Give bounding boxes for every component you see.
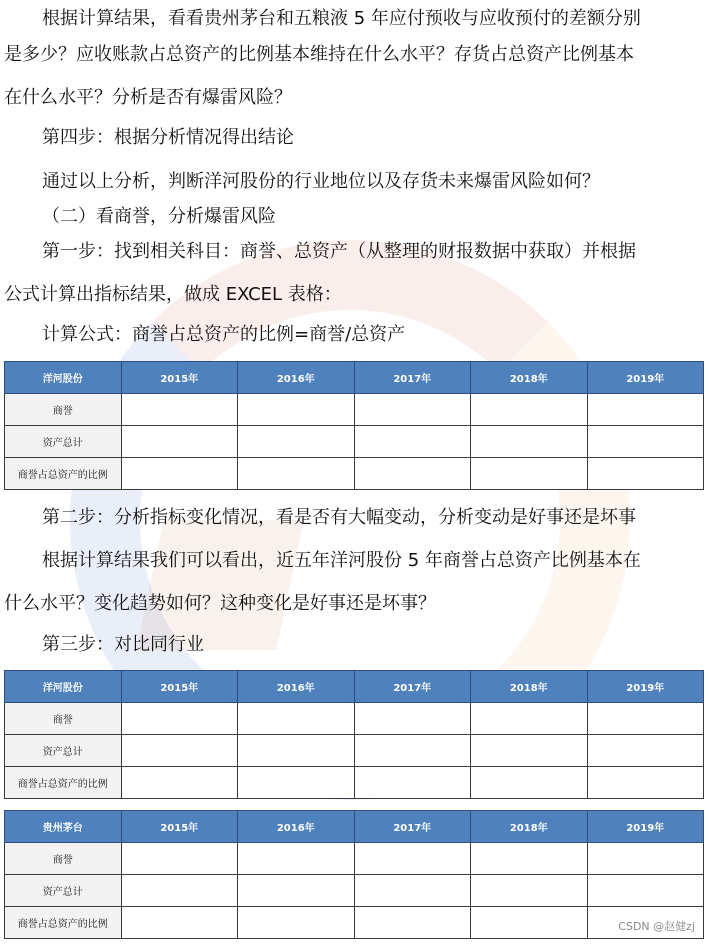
year-header: 2018年 (471, 362, 588, 394)
section-heading: （二）看商誉，分析爆雷风险 (42, 206, 276, 227)
table-cell[interactable] (587, 458, 704, 490)
table-cell[interactable] (471, 735, 588, 767)
paragraph-line: 根据计算结果我们可以看出，近五年洋河股份 5 年商誉占总资产比例基本在 (42, 550, 641, 571)
step-heading: 第四步：根据分析情况得出结论 (42, 127, 294, 148)
paragraph-line: 什么水平？变化趋势如何？这种变化是好事还是坏事？ (4, 593, 436, 614)
year-header: 2016年 (238, 811, 355, 843)
table-cell[interactable] (238, 458, 355, 490)
table-cell[interactable] (471, 703, 588, 735)
year-header: 2019年 (587, 811, 704, 843)
table-cell[interactable] (121, 907, 238, 939)
table-cell[interactable] (354, 426, 471, 458)
step-heading: 第二步：分析指标变化情况，看是否有大幅变动，分析变动是好事还是坏事 (42, 507, 636, 528)
table-cell[interactable] (587, 426, 704, 458)
table-cell[interactable] (354, 875, 471, 907)
table-cell[interactable] (238, 394, 355, 426)
table-cell[interactable] (121, 703, 238, 735)
table-cell[interactable] (587, 735, 704, 767)
table-cell[interactable] (121, 843, 238, 875)
row-label: 商誉 (5, 394, 122, 426)
table-cell[interactable] (587, 843, 704, 875)
table-cell[interactable] (354, 703, 471, 735)
table-cell[interactable] (471, 875, 588, 907)
year-header: 2016年 (238, 671, 355, 703)
table-cell[interactable] (238, 735, 355, 767)
table-cell[interactable] (471, 907, 588, 939)
row-label: 资产总计 (5, 875, 122, 907)
table-cell[interactable] (121, 875, 238, 907)
row-label: 商誉占总资产的比例 (5, 458, 122, 490)
table-row (5, 394, 704, 426)
row-label: 商誉占总资产的比例 (5, 907, 122, 939)
table-cell[interactable] (238, 843, 355, 875)
table-row (5, 843, 704, 875)
row-label: 资产总计 (5, 426, 122, 458)
table-row (5, 458, 704, 490)
formula-line: 计算公式：商誉占总资产的比例=商誉/总资产 (42, 324, 406, 345)
row-label: 资产总计 (5, 735, 122, 767)
table-cell[interactable] (354, 458, 471, 490)
step-heading: 第一步：找到相关科目：商誉、总资产（从整理的财报数据中获取）并根据 (42, 241, 636, 262)
year-header: 2018年 (471, 671, 588, 703)
year-header: 2019年 (587, 362, 704, 394)
table-cell[interactable] (587, 394, 704, 426)
year-header: 2015年 (121, 671, 238, 703)
goodwill-table-yanghe (4, 361, 704, 490)
table-cell[interactable] (587, 767, 704, 799)
year-header: 2016年 (238, 362, 355, 394)
table-cell[interactable] (354, 843, 471, 875)
table-cell[interactable] (354, 767, 471, 799)
table-cell[interactable] (121, 735, 238, 767)
table-row (5, 907, 704, 939)
table-cell[interactable] (238, 907, 355, 939)
table-cell[interactable] (238, 875, 355, 907)
table-cell[interactable] (471, 767, 588, 799)
company-header: 贵州茅台 (5, 811, 122, 843)
paragraph-line: 在什么水平？分析是否有爆雷风险？ (4, 87, 292, 108)
year-header: 2017年 (354, 671, 471, 703)
table-cell[interactable] (471, 458, 588, 490)
table-header-row (5, 362, 704, 394)
table-cell[interactable] (471, 394, 588, 426)
company-header: 洋河股份 (5, 362, 122, 394)
table-cell[interactable] (121, 458, 238, 490)
table-cell[interactable] (121, 426, 238, 458)
table-cell[interactable] (587, 875, 704, 907)
table-header-row (5, 811, 704, 843)
year-header: 2019年 (587, 671, 704, 703)
goodwill-table-yanghe-compare (4, 670, 704, 799)
table-cell[interactable] (354, 735, 471, 767)
table-cell[interactable] (238, 703, 355, 735)
company-header: 洋河股份 (5, 671, 122, 703)
table-header-row (5, 671, 704, 703)
row-label: 商誉 (5, 703, 122, 735)
table-row (5, 426, 704, 458)
paragraph-line: 是多少？应收账款占总资产的比例基本维持在什么水平？存货占总资产比例基本 (4, 44, 634, 65)
table-cell[interactable] (471, 843, 588, 875)
table-cell[interactable] (587, 703, 704, 735)
paragraph-line: 根据计算结果，看看贵州茅台和五粮液 5 年应付预收与应收预付的差额分别 (42, 8, 641, 29)
paragraph-line: 公式计算出指标结果，做成 EXCEL 表格： (4, 284, 342, 305)
table-row (5, 875, 704, 907)
table-cell[interactable] (238, 426, 355, 458)
table-row (5, 735, 704, 767)
table-cell[interactable] (121, 394, 238, 426)
row-label: 商誉 (5, 843, 122, 875)
csdn-watermark: CSDN @赵健zj (618, 920, 695, 933)
year-header: 2017年 (354, 362, 471, 394)
table-cell[interactable] (354, 394, 471, 426)
table-cell[interactable] (354, 907, 471, 939)
step-heading: 第三步：对比同行业 (42, 634, 204, 655)
table-row (5, 767, 704, 799)
year-header: 2015年 (121, 811, 238, 843)
table-cell[interactable] (238, 767, 355, 799)
goodwill-table-moutai (4, 810, 704, 939)
year-header: 2015年 (121, 362, 238, 394)
table-cell[interactable] (471, 426, 588, 458)
paragraph-line: 通过以上分析，判断洋河股份的行业地位以及存货未来爆雷风险如何？ (42, 171, 600, 192)
table-row (5, 703, 704, 735)
row-label: 商誉占总资产的比例 (5, 767, 122, 799)
watermark-bar (136, 520, 304, 650)
year-header: 2017年 (354, 811, 471, 843)
year-header: 2018年 (471, 811, 588, 843)
table-cell[interactable] (121, 767, 238, 799)
